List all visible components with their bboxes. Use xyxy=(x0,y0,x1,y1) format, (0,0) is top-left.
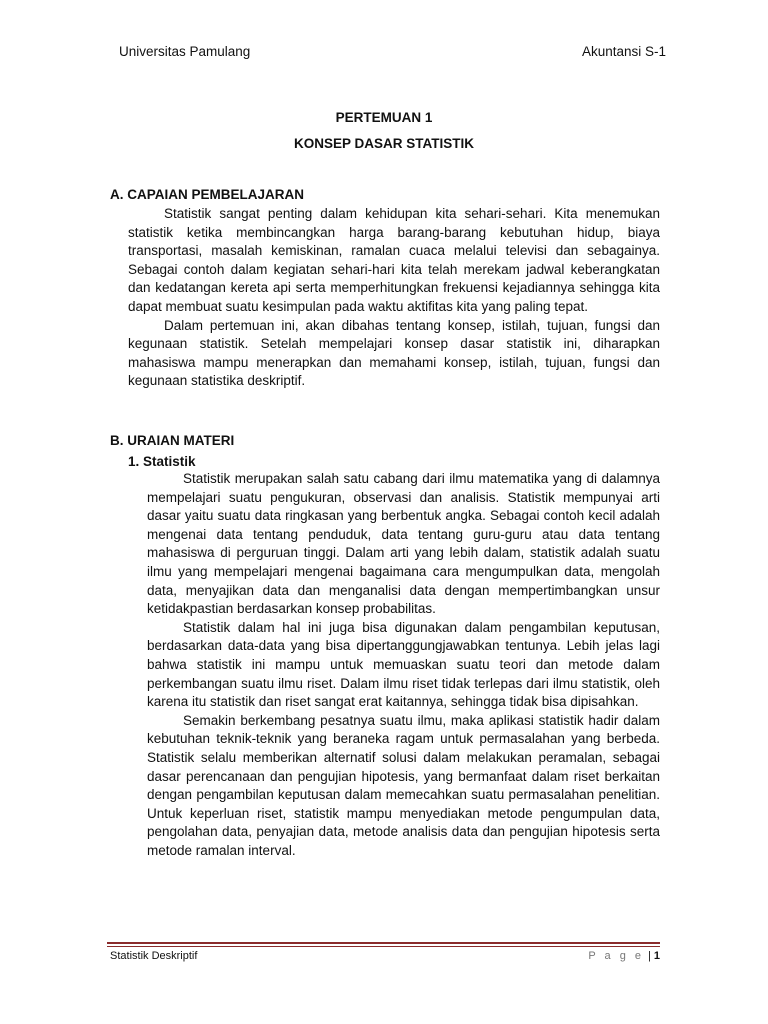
section-a-body xyxy=(128,205,660,391)
page-footer xyxy=(110,950,660,966)
topic-title: KONSEP DASAR STATISTIK xyxy=(293,136,474,151)
subsection-heading: 1. Statistik xyxy=(128,454,196,469)
footer-divider xyxy=(107,942,660,944)
page-label: P a g e xyxy=(588,950,645,962)
paragraph: Statistik dalam hal ini juga bisa digunakan dalam pengambilan keputusan, berdasarkan data-data yang bisa dipertanggungjawabkan tentunya. Lebih jelas lagi bahwa statistik ini mampu untuk memuaskan suatu teori dan metode dalam perkembangan suatu ilmu riset. Dalam ilmu riset tidak terlepas dari ilmu statistik, oleh karena itu statistik dan riset sangat erat kaitannya, sehingga tidak bisa dipisahkan. xyxy=(147,619,660,710)
footer-divider-thin xyxy=(107,946,660,947)
footer-course: Statistik Deskriptif xyxy=(110,950,198,962)
page-separator: | xyxy=(648,950,651,962)
page-header xyxy=(119,44,666,62)
paragraph: Dalam pertemuan ini, akan dibahas tentang konsep, istilah, tujuan, fungsi dan kegunaan statistik. Setelah mempelajari konsep dasar statistik ini, diharapkan mahasiswa mampu menerapkan dan memahami konsep, istilah, tujuan, fungsi dan kegunaan statistika deskriptif. xyxy=(128,317,660,389)
section-b-body xyxy=(147,470,660,860)
header-program: Akuntansi S-1 xyxy=(581,44,666,59)
section-b-heading: B. URAIAN MATERI xyxy=(110,433,235,448)
page-indicator xyxy=(588,950,660,962)
paragraph: Statistik sangat penting dalam kehidupan kita sehari-sehari. Kita menemukan statistik ketika membincangkan harga barang-barang kebutuhan hidup, biaya transportasi, masalah kemiskinan, ramalan cuaca melalui televisi dan sebagainya. Sebagai contoh dalam kegiatan sehari-hari kita telah merekam jadwal keberangkatan dan kedatangan kereta api serta memperhitungkan frekuensi kejadiannya sehingga kita dapat membuat suatu kesimpulan pada waktu aktifitas kita yang paling tepat. xyxy=(128,206,660,314)
page-number: 1 xyxy=(653,950,660,962)
paragraph: Semakin berkembang pesatnya suatu ilmu, maka aplikasi statistik hadir dalam kebutuhan teknik-teknik yang beraneka ragam untuk permasalahan yang berbeda. Statistik selalu memberikan alternatif solusi dalam melakukan peramalan, sebagai dasar perencanaan dan pengujian hipotesis, yang bermanfaat dalam riset berkaitan dengan pengambilan keputusan dalam memecahkan suatu permasalahan penelitian. Untuk keperluan riset, statistik mampu menyediakan metode pengumpulan data, pengolahan data, penyajian data, metode analisis data dan pengujian hipotesis serta metode ramalan interval. xyxy=(147,712,660,858)
header-university: Universitas Pamulang xyxy=(119,44,251,59)
paragraph: Statistik merupakan salah satu cabang dari ilmu matematika yang di dalamnya mempelajari suatu pengukuran, observasi dan analisis. Statistik mempunyai arti dasar yaitu suatu data ringkasan yang berbentuk angka. Sebagai contoh kecil adalah mengenai data tentang penduduk, data tentang guru-guru atau data tentang mahasiswa di perguruan tinggi. Dalam arti yang lebih dalam, statistik adalah suatu ilmu yang mempelajari mengenai bagaimana cara mengumpulkan data, mengolah data, menyajikan data dan menganalisi data dengan mempertimbangkan unsur ketidakpastian berdasarkan konsep probabilitas. xyxy=(147,471,660,617)
meeting-title: PERTEMUAN 1 xyxy=(335,110,433,125)
section-a-heading: A. CAPAIAN PEMBELAJARAN xyxy=(110,187,305,202)
